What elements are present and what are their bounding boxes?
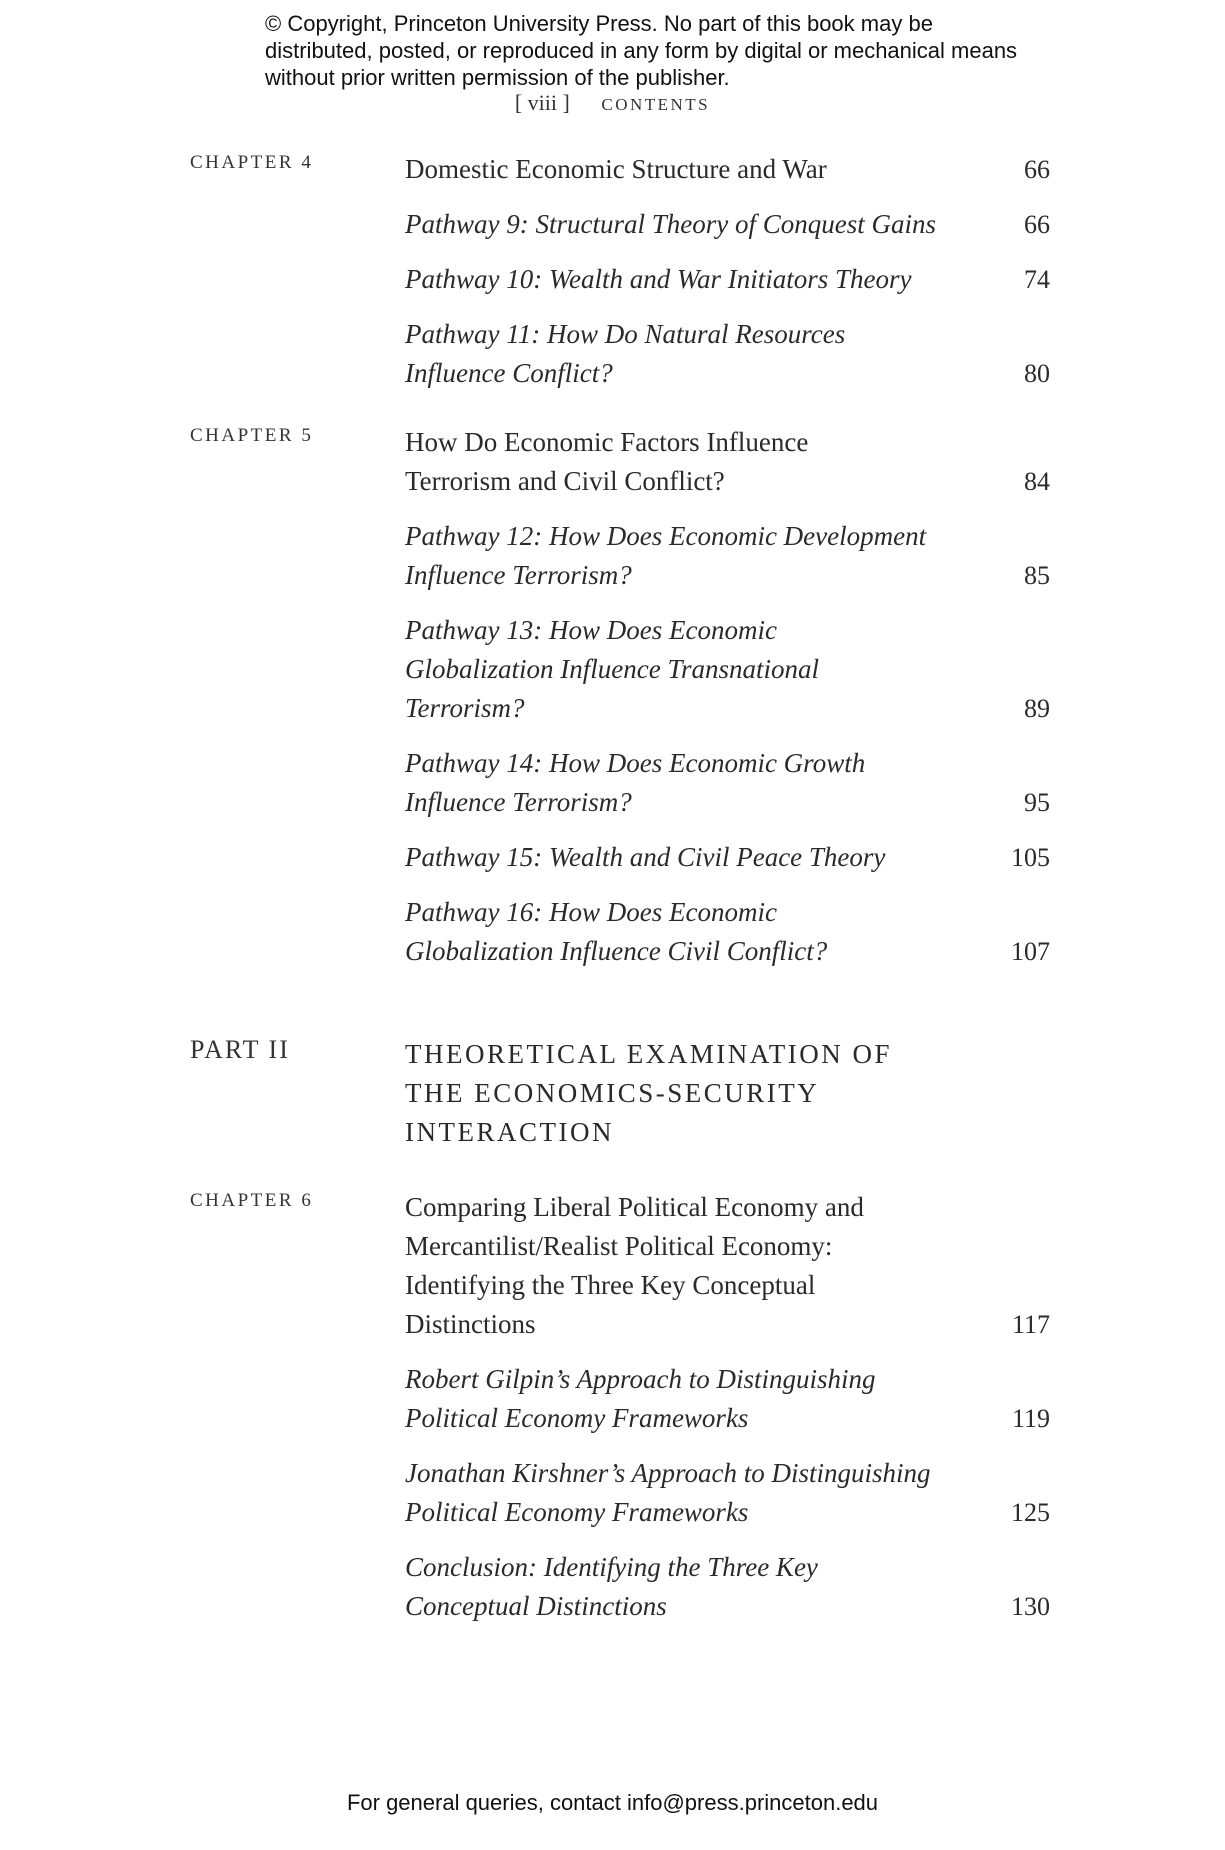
toc-entry [190, 260, 1050, 299]
page-number: 66 [1024, 155, 1050, 184]
chapter-title: How Do Economic Factors Influence Terrorism and Civil Conflict? [405, 427, 809, 496]
part-label: PART II [190, 1035, 290, 1064]
page-number: 84 [1024, 467, 1050, 496]
section-entry[interactable] [405, 744, 1050, 822]
section-entry[interactable] [405, 517, 1050, 595]
toc-entry [190, 744, 1050, 822]
page-number: 74 [1024, 265, 1050, 294]
chapter-title-entry[interactable] [405, 423, 1050, 501]
page-number: 107 [1011, 937, 1050, 966]
running-head-title: contents [601, 90, 711, 116]
section-title: Pathway 12: How Does Economic Development Influence Terrorism? [405, 521, 927, 590]
page-number: 125 [1011, 1498, 1050, 1527]
section-title: Pathway 13: How Does Economic Globalization Influence Transnational Terrorism? [405, 615, 820, 723]
chapter-title: Domestic Economic Structure and War [405, 154, 827, 184]
toc-entry [190, 315, 1050, 393]
page-number: 89 [1024, 694, 1050, 723]
part-title: THEORETICAL EXAMINATION OF THE ECONOMICS-SECURITY INTERACTION [405, 1039, 892, 1147]
page-number: 95 [1024, 788, 1050, 817]
section-entry[interactable] [405, 315, 1050, 393]
section-title: Pathway 14: How Does Economic Growth Influence Terrorism? [405, 748, 866, 817]
chapter-title-entry[interactable] [405, 1188, 1050, 1344]
page-number: 119 [1011, 1404, 1050, 1433]
section-entry[interactable] [405, 893, 1050, 971]
chapter-label: CHAPTER 4 [190, 152, 314, 173]
section-title: Pathway 9: Structural Theory of Conquest Gains [405, 209, 936, 239]
section-entry[interactable] [405, 838, 1050, 877]
section-title: Pathway 15: Wealth and Civil Peace Theory [405, 842, 886, 872]
section-title: Pathway 11: How Do Natural Resources Influence Conflict? [405, 319, 846, 388]
section-title: Jonathan Kirshner’s Approach to Distinguishing Political Economy Frameworks [405, 1458, 931, 1527]
copyright-notice: © Copyright, Princeton University Press. No part of this book may be distributed, posted, or reproduced in any form by digital or mechanical means without prior written permission of the publisher. [265, 11, 1018, 90]
toc-entry [190, 517, 1050, 595]
toc-chapter-4 [190, 150, 1050, 189]
section-entry[interactable] [405, 1548, 1050, 1626]
section-title: Robert Gilpin’s Approach to Distinguishing Political Economy Frameworks [405, 1364, 876, 1433]
toc-entry [190, 893, 1050, 971]
page-number: 80 [1024, 359, 1050, 388]
section-title: Pathway 10: Wealth and War Initiators Theory [405, 264, 912, 294]
page-number: 85 [1024, 561, 1050, 590]
toc-entry [190, 1548, 1050, 1626]
page-folio: [ viii ] [514, 90, 570, 115]
section-title: Conclusion: Identifying the Three Key Conceptual Distinctions [405, 1552, 818, 1621]
page-number: 105 [1011, 843, 1050, 872]
toc-entry [190, 205, 1050, 244]
chapter-title: Comparing Liberal Political Economy and Mercantilist/Realist Political Economy: Identifying the Three Key Conceptual Distinctions [405, 1192, 864, 1339]
chapter-label: CHAPTER 5 [190, 425, 314, 446]
toc-entry [190, 838, 1050, 877]
page-number: 66 [1024, 210, 1050, 239]
section-entry[interactable] [405, 611, 1050, 728]
section-entry[interactable] [405, 1360, 1050, 1438]
section-entry[interactable] [405, 205, 1050, 244]
section-entry[interactable] [405, 1454, 1050, 1532]
section-title: Pathway 16: How Does Economic Globalization Influence Civil Conflict? [405, 897, 828, 966]
section-entry[interactable] [405, 260, 1050, 299]
page-number: 117 [1011, 1310, 1050, 1339]
toc-chapter-6 [190, 1188, 1050, 1344]
toc-entry [190, 1454, 1050, 1532]
toc-chapter-5 [190, 423, 1050, 501]
toc-entry [190, 1360, 1050, 1438]
chapter-title-entry[interactable] [405, 150, 1050, 189]
page-number: 130 [1011, 1592, 1050, 1621]
chapter-label: CHAPTER 6 [190, 1190, 314, 1211]
contact-footer: For general queries, contact info@press.princeton.edu [346, 1790, 879, 1815]
part-title-entry[interactable] [405, 1035, 1050, 1152]
toc-entry [190, 611, 1050, 728]
table-of-contents [190, 150, 1050, 1626]
toc-part-2 [190, 1035, 1050, 1152]
running-head [0, 90, 1225, 117]
